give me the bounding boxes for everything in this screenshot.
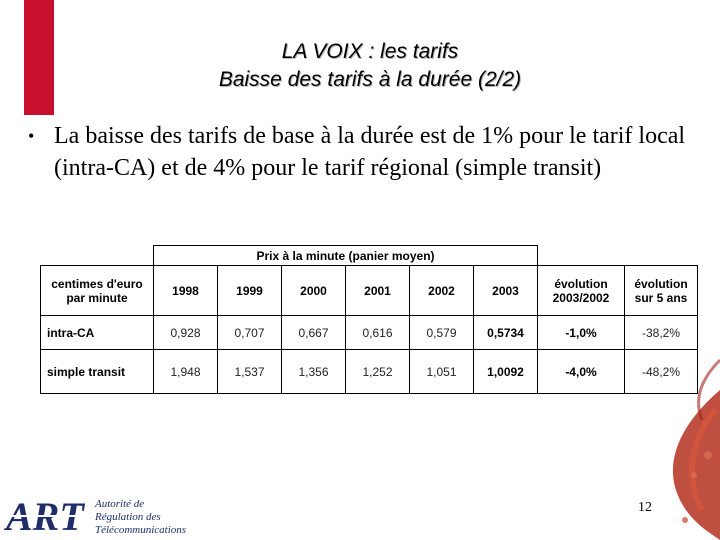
evolution-5y-header: évolution sur 5 ans (625, 266, 698, 316)
table-cell: 1,948 (154, 350, 218, 394)
year-header: 2000 (282, 266, 346, 316)
bullet-point (28, 120, 688, 184)
title-accent-bar (24, 0, 54, 115)
empty-corner (41, 246, 154, 266)
table-cell: 0,5734 (474, 316, 538, 350)
price-table (40, 245, 698, 394)
table-caption: Prix à la minute (panier moyen) (154, 246, 538, 266)
evolution-year-header: évolution 2003/2002 (538, 266, 625, 316)
year-header: 2001 (346, 266, 410, 316)
evolution-5y-cell: -48,2% (625, 350, 698, 394)
evolution-5y-cell: -38,2% (625, 316, 698, 350)
table-cell: 1,051 (410, 350, 474, 394)
table-row (41, 316, 698, 350)
table-cell: 0,707 (218, 316, 282, 350)
logo-line-3: Télécommunications (95, 524, 187, 536)
year-header: 1998 (154, 266, 218, 316)
evolution-year-cell: -4,0% (538, 350, 625, 394)
table-row (41, 350, 698, 394)
title-line-1: LA VOIX : les tarifs (281, 40, 459, 63)
empty-cell (538, 246, 625, 266)
year-header: 2003 (474, 266, 538, 316)
bullet-symbol: • (28, 126, 35, 146)
logo-letters: ART (6, 494, 84, 536)
logo-line-1: Autorité de (95, 498, 145, 510)
empty-cell (625, 246, 698, 266)
year-header: 2002 (410, 266, 474, 316)
slide-title (60, 38, 680, 94)
page-number: 12 (638, 500, 652, 515)
unit-label: centimes d'euro par minute (41, 266, 154, 316)
row-label: simple transit (41, 350, 154, 394)
table-cell: 0,616 (346, 316, 410, 350)
row-label: intra-CA (41, 316, 154, 350)
evolution-year-cell: -1,0% (538, 316, 625, 350)
bullet-text: La baisse des tarifs de base à la durée est de 1% pour le tarif local (intra-CA) et de 4% pour le tarif régional (simple transit) (54, 123, 686, 181)
table-cell: 1,356 (282, 350, 346, 394)
table-cell: 0,579 (410, 316, 474, 350)
table-cell: 1,537 (218, 350, 282, 394)
table-cell: 1,252 (346, 350, 410, 394)
title-line-2: Baisse des tarifs à la durée (2/2) (218, 68, 522, 91)
logo-caption (95, 498, 186, 537)
year-header: 1999 (218, 266, 282, 316)
table-cell: 0,667 (282, 316, 346, 350)
table-cell: 0,928 (154, 316, 218, 350)
art-logo (4, 492, 96, 536)
logo-line-2: Régulation des (95, 511, 161, 523)
table-cell: 1,0092 (474, 350, 538, 394)
